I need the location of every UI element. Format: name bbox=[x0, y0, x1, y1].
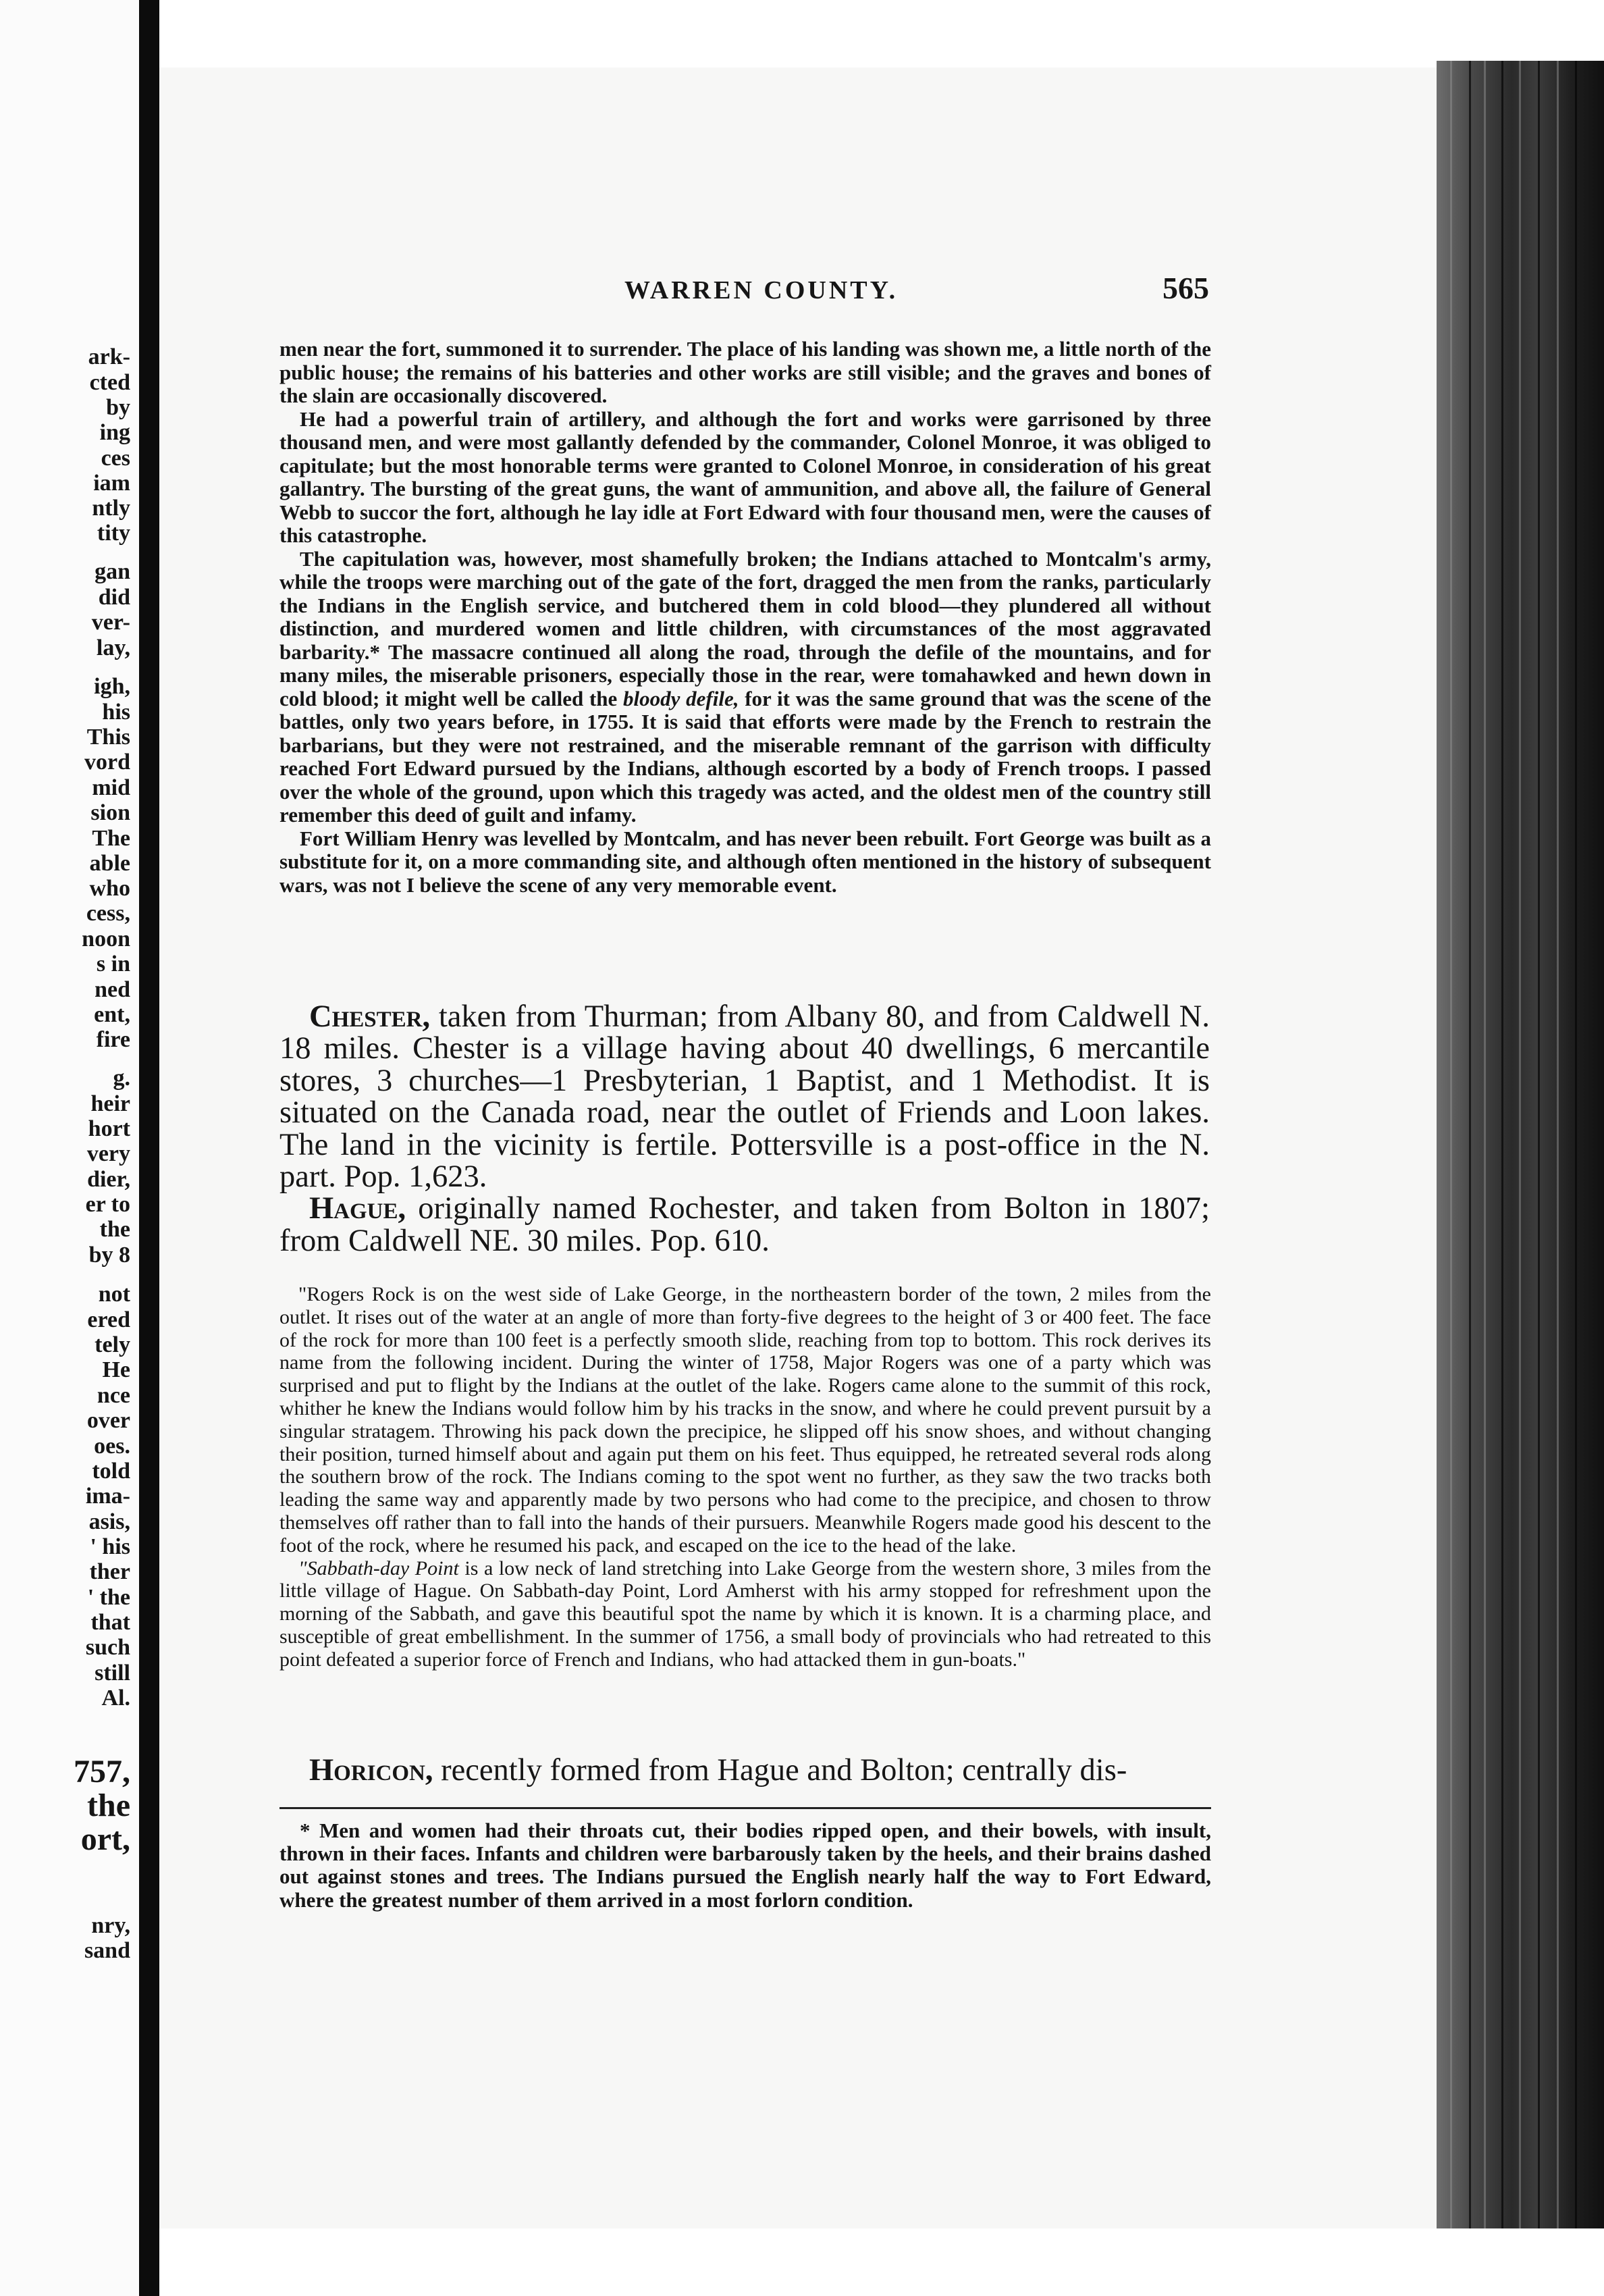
previous-page-fragment: the bbox=[99, 1217, 130, 1242]
entry-name: Horicon, bbox=[309, 1753, 433, 1788]
entry-hague bbox=[279, 1193, 1210, 1257]
previous-page-fragment: did bbox=[98, 585, 130, 610]
previous-page-fragment: gan bbox=[95, 559, 130, 584]
gazetteer-entries bbox=[279, 1754, 1210, 1786]
previous-page-fragment: over bbox=[86, 1408, 130, 1433]
footnote: * Men and women had their throats cut, their bodies ripped open, and their bowels, with insult, thrown in their faces. Infants and children were barbarously taken by the heels, and their brains dashed out against stones and trees. The Indians pursued the English nearly half the way to Fort Edward, where the greatest number of them arrived in a most forlorn condition. bbox=[279, 1819, 1211, 1912]
entry-text: taken from Thurman; from Albany 80, and from Caldwell N. 18 miles. Chester is a village having about 40 dwellings, 6 mercantile stores, 3 churches—1 Presbyterian, 1 Baptist, and 1 Methodist. It is situated on the Canada road, near the outlet of Friends and Loon lakes. The land in the vicinity is fertile. Pottersville is a post-office in the N. part. Pop. 1,623. bbox=[279, 999, 1210, 1195]
previous-page-fragment: ' the bbox=[87, 1585, 130, 1610]
previous-page-fragment: ark- bbox=[88, 344, 130, 369]
italic-phrase: "Sabbath-day Point bbox=[298, 1557, 459, 1580]
previous-page-fragment: ntly bbox=[92, 496, 130, 521]
previous-page-fragment: g. bbox=[113, 1066, 130, 1091]
previous-page-fragment: the bbox=[87, 1788, 130, 1823]
previous-page-fragment: asis, bbox=[88, 1509, 130, 1534]
paragraph: men near the fort, summoned it to surrender. The place of his landing was shown me, a little north of the public house; the remains of his batteries and other works are still visible; and the graves and bones of the slain are occasionally discovered. bbox=[279, 337, 1211, 407]
previous-page-fragment: heir bbox=[90, 1091, 130, 1116]
previous-page-fragment: sion bbox=[90, 800, 130, 825]
entry-name: Chester, bbox=[309, 999, 431, 1034]
previous-page-fragment: noon bbox=[82, 927, 130, 951]
quoted-passage bbox=[279, 1283, 1211, 1671]
gazetteer-entries bbox=[279, 1001, 1210, 1257]
previous-page-fragment: ort, bbox=[80, 1821, 130, 1857]
previous-page-fragment: by bbox=[106, 395, 130, 420]
text-run: is a low neck of land stretching into Lake George from the western shore, 3 miles from the little village of Hague. On Sabbath-day Point, Lord Amherst with his army stopped for refreshment upon the morning of the Sabbath, and gave this beautiful spot the name by which it is known. It is a charming place, and susceptible of great embellishment. In the summer of 1756, a small body of provincials who had retreated to this point defeated a superior force of French and Indians, who had attacked them in gun-boats." bbox=[279, 1557, 1211, 1671]
previous-page-fragment: This bbox=[86, 725, 130, 750]
previous-page-fragment: sand bbox=[84, 1938, 130, 1963]
previous-page-fragment: lay, bbox=[96, 635, 130, 660]
previous-page-fragment: still bbox=[95, 1661, 130, 1686]
previous-page-fragment: that bbox=[90, 1610, 130, 1635]
previous-page-fragment: vord bbox=[84, 750, 130, 775]
previous-page-fragment: ' his bbox=[90, 1534, 130, 1559]
paragraph: Fort William Henry was levelled by Montcalm, and has never been rebuilt. Fort George was built as a substitute for it, on a more commanding site, and although often mentioned in the history of subsequent wars, was not I believe the scene of any very memorable event. bbox=[279, 826, 1211, 897]
previous-page-fragment: cted bbox=[89, 370, 130, 395]
quote-paragraph bbox=[279, 1557, 1211, 1671]
previous-page-fragment: very bbox=[86, 1141, 130, 1166]
previous-page-fragment: ered bbox=[87, 1307, 130, 1332]
previous-page-fragment: er to bbox=[85, 1192, 130, 1217]
previous-page-fragment: 757, bbox=[74, 1754, 130, 1790]
previous-page-fragment: ima- bbox=[85, 1484, 130, 1509]
previous-page-fragment: hort bbox=[88, 1116, 130, 1141]
previous-page-fragment: oes. bbox=[94, 1434, 130, 1459]
italic-phrase: bloody defile, bbox=[623, 686, 739, 710]
previous-page-fragment: Al. bbox=[101, 1686, 130, 1711]
previous-page-fragment: ver- bbox=[91, 610, 130, 635]
previous-page-fragment: ned bbox=[95, 977, 130, 1002]
entry-chester bbox=[279, 1001, 1210, 1193]
narrative-text bbox=[279, 338, 1211, 897]
page-bottom-margin bbox=[159, 2228, 1604, 2296]
previous-page-fragment: such bbox=[85, 1635, 130, 1660]
previous-page-fragment: not bbox=[98, 1282, 130, 1307]
previous-page-fragment: dier, bbox=[87, 1167, 130, 1192]
previous-page-fragment: tely bbox=[95, 1332, 130, 1357]
previous-page-fragment: able bbox=[89, 851, 130, 876]
previous-page-fragment: igh, bbox=[94, 674, 130, 699]
previous-page-fragment: cess, bbox=[86, 901, 130, 926]
previous-page-fragment: fire bbox=[96, 1027, 130, 1052]
book-gutter bbox=[139, 0, 159, 2296]
previous-page-fragment: tity bbox=[97, 521, 130, 546]
paragraph: He had a powerful train of artillery, and although the fort and works were garrisoned by three thousand men, and were most gallantly defended by the commander, Colonel Monroe, it was obliged to capitulate; but the most honorable terms were granted to Colonel Monroe, in consideration of his great gallantry. The bursting of the great guns, the want of ammunition, and above all, the failure of General Webb to succor the fort, although he lay idle at Fort Edward with four thousand men, were the causes of this catastrophe. bbox=[279, 407, 1211, 547]
previous-page-fragment: He bbox=[102, 1357, 130, 1382]
previous-page-fragment: by 8 bbox=[88, 1243, 130, 1268]
previous-page-fragment: his bbox=[102, 700, 130, 725]
previous-page-fragment: nry, bbox=[91, 1913, 130, 1938]
previous-page-fragment: who bbox=[89, 876, 130, 901]
previous-page-fragment: ing bbox=[99, 420, 130, 445]
quote-paragraph: "Rogers Rock is on the west side of Lake George, in the northeastern border of the town, 2 miles from the outlet. It rises out of the water at an angle of more than forty-five degrees to the height of 3 or 400 feet. The face of the rock for more than 100 feet is a perfectly smooth slide, reaching from top to bottom. This rock derives its name from the following incident. During the winter of 1758, Major Rogers was one of a party which was surprised and put to flight by the Indians at the outlet of the lake. Rogers came alone to the summit of this rock, whither he knew the Indians would follow him by his tracks in the snow, and where he could prevent pursuit by a singular stratagem. Throwing his pack down the precipice, he slipped off his snow shoes, and without changing their position, turned himself about and again put them on his feet. Thus equipped, he retreated several rods along the southern brow of the rock. The Indians coming to the spot went no further, as they saw the two tracks both leading the same way and apparently made by two persons who had come to the precipice, and chosen to throw themselves off rather than to fall into the hands of their pursuers. Meanwhile Rogers made good his descent to the foot of the rock, where he resumed his pack, and escaped on the ice to the head of the lake. bbox=[279, 1283, 1211, 1557]
footnote-rule bbox=[279, 1807, 1211, 1809]
entry-text: originally named Rochester, and taken from Bolton in 1807; from Caldwell NE. 30 miles. Pop. 610. bbox=[279, 1191, 1210, 1258]
previous-page-fragment: s in bbox=[96, 951, 130, 976]
previous-page-fragment: iam bbox=[93, 471, 130, 496]
previous-page-fragment: mid bbox=[92, 775, 130, 800]
running-title: WARREN COUNTY. bbox=[624, 276, 899, 305]
previous-page-fragment: ent, bbox=[94, 1002, 130, 1027]
previous-page-fragment: The bbox=[92, 826, 130, 851]
previous-page-edge bbox=[0, 0, 145, 2296]
previous-page-fragment: ther bbox=[89, 1559, 130, 1584]
entry-text: recently formed from Hague and Bolton; centrally dis- bbox=[433, 1753, 1127, 1788]
text-run: for it was the same ground that was the scene of the battles, only two years before, in 1755. It is said that efforts were made by the French to restrain the barbarians, but they were not restrained, and the miserable remnant of the garrison with difficulty reached Fort Edward pursued by the Indians, although escorted by a body of French troops. I passed over the whole of the ground, upon which this tragedy was acted, and the oldest men of the country still remember this deed of guilt and infamy. bbox=[279, 686, 1211, 827]
page-number: 565 bbox=[1162, 271, 1209, 305]
previous-page-fragment: ces bbox=[101, 446, 130, 471]
entry-horicon bbox=[279, 1754, 1210, 1786]
text-run: The capitulation was, however, most shamefully broken; the Indians attached to Montcalm's army, while the troops were marching out of the gate of the fort, dragged the men from the ranks, particularly the Indians in the English service, and butchered them in cold blood—they plundered all without distinction, and murdered women and little children, with circumstances of the most aggravated barbarity.* The massacre continued all along the road, through the defile of the mountains, and for many miles, the miserable prisoners, especially those in the rear, were tomahawked and hewn down in cold blood; it might well be called the bbox=[279, 546, 1211, 710]
previous-page-fragment: told bbox=[92, 1459, 130, 1484]
entry-name: Hague, bbox=[309, 1191, 406, 1226]
page-stack-edge bbox=[1437, 61, 1604, 2255]
previous-page-fragment: nce bbox=[97, 1383, 130, 1408]
paragraph bbox=[279, 548, 1211, 827]
